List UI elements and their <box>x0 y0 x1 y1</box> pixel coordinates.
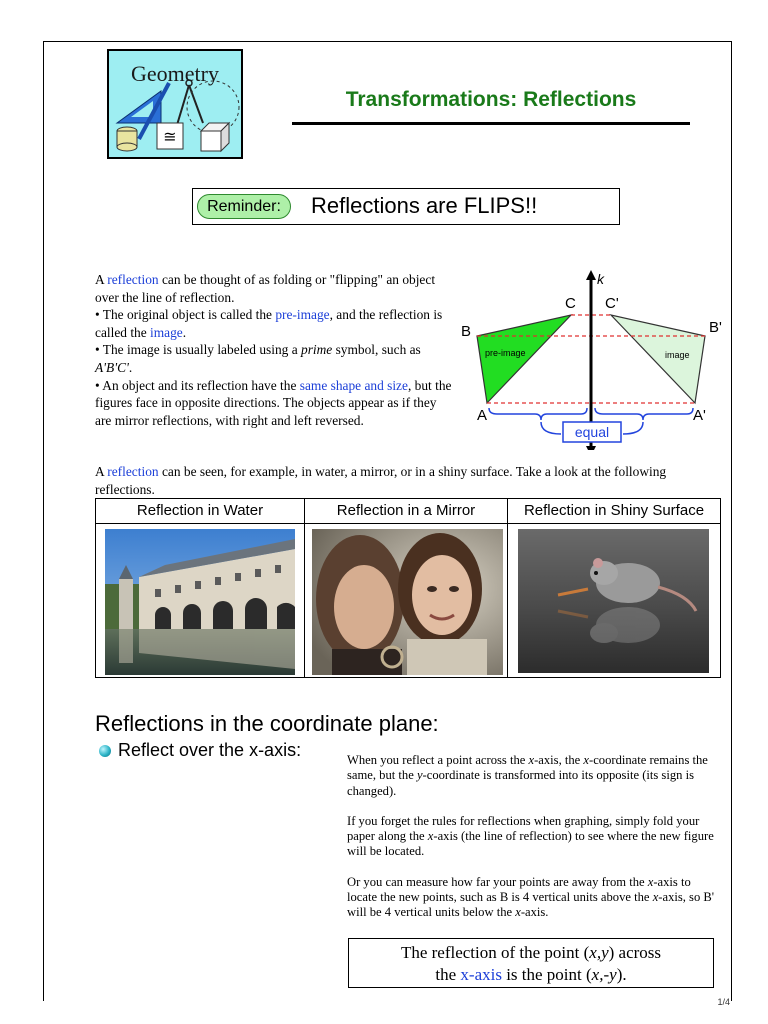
water-reflection-image <box>105 529 295 675</box>
reflection-term-2: reflection <box>107 464 159 479</box>
title-underline <box>292 122 690 125</box>
x-axis-paragraph-3: Or you can measure how far your points are away from the x-axis to locate the new points, such as B is 4 vertical units above the x-axis, so B' will be 4 vertical units below the x-axis. <box>347 874 715 920</box>
label-a: A <box>477 407 488 424</box>
mirror-reflection-image <box>312 529 503 675</box>
same-shape-term: same shape and size <box>299 377 408 393</box>
coordinate-plane-heading: Reflections in the coordinate plane: <box>95 711 439 736</box>
reminder-text: Reflections are FLIPS!! <box>311 193 538 218</box>
intro-text <box>95 271 453 429</box>
pre-image-label: pre-image <box>485 348 526 358</box>
photo-cell-mirror <box>305 499 508 677</box>
label-c-prime: C' <box>605 295 619 312</box>
photo-cell-shiny-surface <box>508 499 720 677</box>
photo-header-water: Reflection in Water <box>96 499 304 524</box>
x-axis-subheading: Reflect over the x-axis: <box>118 740 302 760</box>
rule-line-2: the x-axis is the point (x,-y). <box>435 965 627 984</box>
geometry-logo <box>107 49 243 159</box>
x-axis-paragraph-1: When you reflect a point across the x-axis, the x-coordinate remains the same, but the y-coordinate is transformed into its opposite (its sign is changed). <box>347 753 708 798</box>
equal-label: equal <box>574 424 610 440</box>
pre-image-shape <box>477 315 571 403</box>
x-axis-paragraph-2: If you forget the rules for reflections when graphing, simply fold your paper along the x-axis (the line of reflection) to see where the new figure will be located. <box>347 813 714 859</box>
reminder-box <box>192 188 620 225</box>
photo-cell-water <box>96 499 305 677</box>
intro-paragraph-3: • The image is usually labeled using a prime symbol, such as A'B'C'. <box>95 342 421 375</box>
examples-paragraph: A reflection can be seen, for example, in water, a mirror, or in a shiny surface. Take a look at the following reflections. <box>95 464 667 497</box>
reflection-photo-table <box>95 498 721 678</box>
line-k-arrow-top <box>586 270 596 280</box>
image-label: image <box>665 350 690 360</box>
intro-paragraph-2: • The original object is called the pre-image, and the reflection is called the image. <box>95 307 443 340</box>
reminder-label: Reminder: <box>197 194 291 219</box>
page-number: 1/4 <box>717 997 730 1007</box>
svg-text:≅: ≅ <box>163 127 177 146</box>
equal-arrow-right <box>623 422 643 434</box>
bullet-icon <box>99 745 111 757</box>
image-shape <box>611 315 705 403</box>
label-b: B <box>461 323 472 340</box>
image-term: image <box>150 324 183 340</box>
photo-header-mirror: Reflection in a Mirror <box>305 499 507 524</box>
x-axis-rule-box <box>348 938 714 988</box>
line-k-label: k <box>597 271 604 287</box>
photo-header-shiny: Reflection in Shiny Surface <box>508 499 720 524</box>
equal-arrow-left <box>541 422 561 434</box>
label-c: C <box>565 295 576 312</box>
x-axis-term: x-axis <box>460 965 502 984</box>
label-a-prime: A' <box>693 407 706 424</box>
reflection-term: reflection <box>107 272 159 287</box>
right-brace <box>595 408 693 420</box>
intro-paragraph-1: A reflection can be thought of as folding or "flipping" an object over the line of reflection. <box>95 272 436 305</box>
label-b-prime: B' <box>709 319 722 336</box>
pre-image-term: pre-image <box>275 307 330 323</box>
shiny-surface-reflection-image <box>518 529 709 673</box>
page-title: Transformations: Reflections <box>345 88 637 111</box>
left-brace <box>489 408 587 420</box>
rule-line-1: The reflection of the point (x,y) across <box>400 943 662 962</box>
line-k-arrow-bottom <box>586 446 596 450</box>
x-axis-explanation <box>347 753 722 936</box>
logo-text: Geometry <box>131 61 219 86</box>
reflection-diagram <box>455 268 735 450</box>
intro-paragraph-4: • An object and its reflection have the same shape and size, but the figures face in opposite directions. The objects appear as if they are mirror reflections, with right and left reversed. <box>95 377 452 428</box>
